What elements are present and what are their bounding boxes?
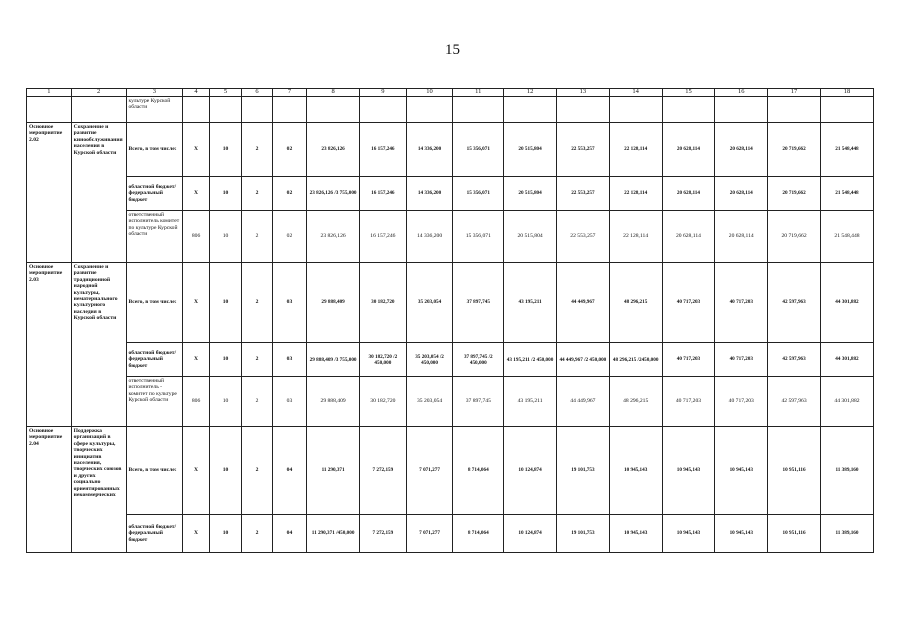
column-header: 12 — [504, 89, 557, 97]
table-row: Основное мероприятие 2.02 Сохранение и развитие кинообслуживания населения в Курской области Всего, в том числе: X 10 2 02 23 826,126 16 157,246 14 336,200 15 356,071 20 515,804 22 553,257 22 128,114 20 628,114 20 628,114 20 719,662 21 548,448 — [27, 123, 874, 177]
table-row: Основное мероприятие 2.04 Поддержка организаций в сфере культуры, творческих инициатив населения, творческих союзов и других социально ориентированных некоммерческих Всего, в том числе: X 10 2 04 11 290,371 7 272,159 7 071,277 8 714,064 10 124,874 19 101,753 10 945,143 10 945,143 10 945,143 10 951,116 11 389,160 — [27, 427, 874, 515]
measure-name: Поддержка организаций в сфере культуры, творческих инициатив населения, творческих союзов и других социально ориентированных некоммерческих — [71, 427, 126, 553]
measure-name: Сохранение и развитие кинообслуживания населения в Курской области — [71, 123, 126, 263]
page-number: 15 — [445, 42, 460, 58]
row-label: областной бюджет/ федеральный бюджет — [126, 343, 183, 377]
row-label: ответственный исполнитель - комитет по культуре Курской области — [126, 377, 183, 427]
measure-code: Основное мероприятие 2.03 — [27, 263, 72, 427]
table-row: областной бюджет/ федеральный бюджет X 10 2 02 23 826,126 /3 755,000 16 157,246 14 336,200 15 356,071 20 515,804 22 553,257 22 128,114 20 628,114 20 628,114 20 719,662 21 548,448 — [27, 177, 874, 211]
column-number-row — [27, 89, 874, 97]
measure-name: Сохранение и развитие традиционной народной культуры, нематериального культурного наследия в Курской области — [71, 263, 126, 427]
row-label: Всего, в том числе: — [126, 123, 183, 177]
table-row: Основное мероприятие 2.03 Сохранение и развитие традиционной народной культуры, нематериального культурного наследия в Курской области Всего, в том числе: X 10 2 03 29 888,409 30 182,720 35 203,054 37 897,745 43 195,211 44 449,967 48 296,215 40 717,203 40 717,203 42 597,963 44 301,882 — [27, 263, 874, 343]
column-header: 18 — [820, 89, 873, 97]
row-label: Всего, в том числе: — [126, 427, 183, 515]
row-label: областной бюджет/ федеральный бюджет — [126, 515, 183, 553]
column-header: 11 — [453, 89, 504, 97]
column-header: 17 — [768, 89, 821, 97]
column-header: 14 — [609, 89, 662, 97]
column-header: 4 — [183, 89, 209, 97]
column-header: 5 — [209, 89, 241, 97]
continuation-text: культуре Курской области — [126, 97, 183, 123]
column-header: 9 — [360, 89, 407, 97]
continuation-row — [27, 97, 874, 123]
column-header: 16 — [715, 89, 768, 97]
measure-code: Основное мероприятие 2.04 — [27, 427, 72, 553]
column-header: 2 — [71, 89, 126, 97]
budget-table — [26, 88, 874, 553]
table-row: ответственный исполнитель - комитет по культуре Курской области 806 10 2 03 29 888,409 30 182,720 35 203,054 37 897,745 43 195,211 44 449,967 48 296,215 40 717,203 40 717,203 42 597,963 44 301,882 — [27, 377, 874, 427]
column-header: 10 — [406, 89, 453, 97]
table-row: областной бюджет/ федеральный бюджет X 10 2 04 11 290,371 /450,000 7 272,159 7 071,277 8 714,064 10 124,874 19 101,753 10 945,143 10 945,143 10 945,143 10 951,116 11 389,160 — [27, 515, 874, 553]
measure-code: Основное мероприятие 2.02 — [27, 123, 72, 263]
column-header: 7 — [272, 89, 307, 97]
row-label: ответственный исполнитель комитет по культуре Курской области — [126, 211, 183, 263]
column-header: 1 — [27, 89, 72, 97]
row-label: областной бюджет/ федеральный бюджет — [126, 177, 183, 211]
column-header: 15 — [662, 89, 715, 97]
column-header: 6 — [242, 89, 272, 97]
table-row: ответственный исполнитель комитет по культуре Курской области 806 10 2 02 23 826,126 16 157,246 14 336,200 15 356,071 20 515,804 22 553,257 22 128,114 20 628,114 20 628,114 20 719,662 21 548,448 — [27, 211, 874, 263]
column-header: 3 — [126, 89, 183, 97]
row-label: Всего, в том числе: — [126, 263, 183, 343]
table-row: областной бюджет/ федеральный бюджет X 10 2 03 29 888,409 /3 755,000 30 182,720 /2 450,000 35 203,054 /2 450,000 37 897,745 /2 450,000 43 195,211 /2 450,000 44 449,967 /2 450,000 48 296,215 /2450,000 40 717,203 40 717,203 42 597,963 44 301,882 — [27, 343, 874, 377]
column-header: 13 — [556, 89, 609, 97]
column-header: 8 — [307, 89, 360, 97]
